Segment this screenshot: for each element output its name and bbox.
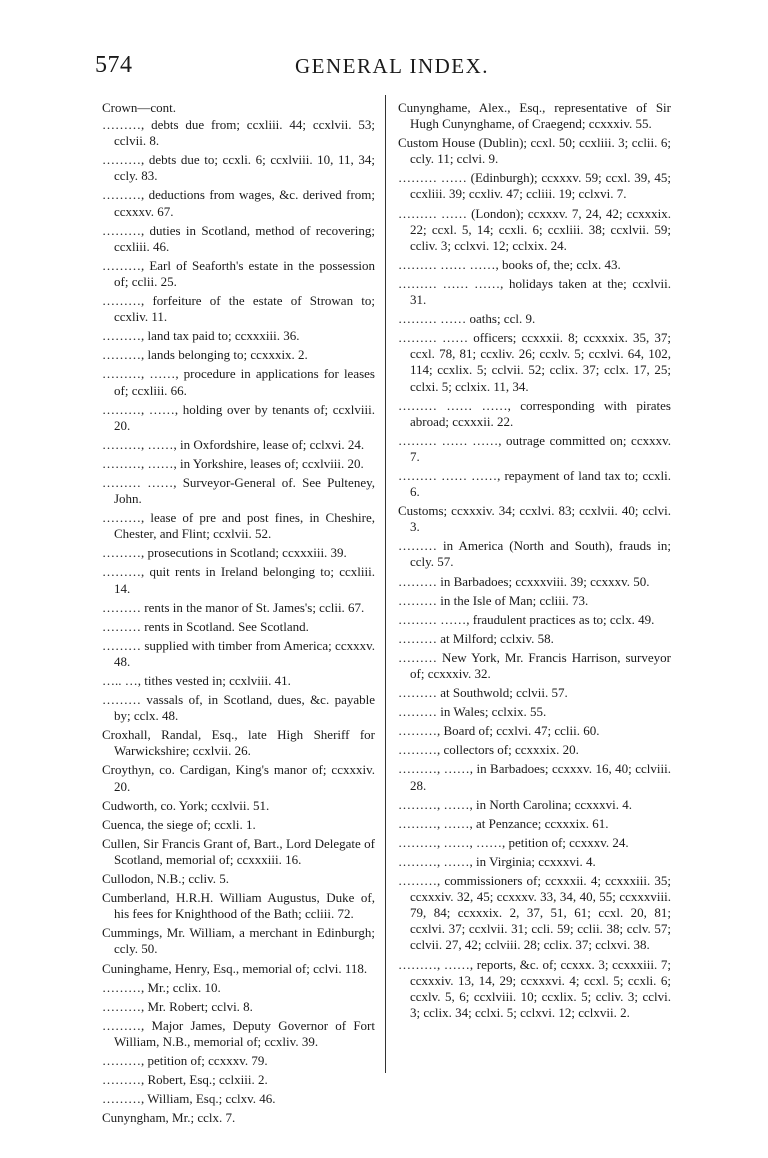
index-entry: ………, debts due from; ccxliii. 44; ccxlvii. 53; cclvii. 8.	[102, 117, 375, 149]
index-entry: ………, commissioners of; ccxxxii. 4; ccxxxiii. 35; ccxxxiv. 32, 45; ccxxxv. 33, 34, 40, 55; ccxxxviii. 79, 84; ccxxxix. 2, 37, 51, 61; ccxl. 20, 81; ccxlvi. 37; ccxlvii. 31; ccli. 59; cclii. 38; cclv. 57; cclvii. 27, 42; cclviii. 28; cclix. 37; cclxvi. 38.	[398, 873, 671, 953]
index-entry: ………, petition of; ccxxxv. 79.	[102, 1052, 268, 1068]
index-entry: ………, land tax paid to; ccxxxiii. 36.	[102, 328, 300, 344]
index-entry: Customs; ccxxxiv. 34; ccxlvi. 83; ccxlvii. 40; cclvi. 3.	[398, 503, 671, 535]
index-entry: ………, ……, at Penzance; ccxxxix. 61.	[398, 815, 609, 831]
column-divider	[385, 95, 386, 1073]
index-entry: ………, ……, in Virginia; ccxxxvi. 4.	[398, 853, 596, 869]
index-entry: ………, ……, ……, petition of; ccxxxv. 24.	[398, 834, 629, 850]
index-entry: ………, Mr. Robert; cclvi. 8.	[102, 998, 253, 1014]
index-entry: Croythyn, co. Cardigan, King's manor of; ccxxxiv. 20.	[102, 762, 375, 794]
index-entry: ……… …… ……, holidays taken at the; ccxlvii. 31.	[398, 275, 671, 308]
index-entry: ……… vassals of, in Scotland, dues, &c. payable by; cclx. 48.	[102, 692, 375, 724]
index-entry: ………, collectors of; ccxxxix. 20.	[398, 742, 579, 758]
index-entry: ………, William, Esq.; cclxv. 46.	[102, 1091, 276, 1107]
index-entry: ………, ……, in Barbadoes; ccxxxv. 16, 40; cclviii. 28.	[398, 761, 671, 793]
index-entry: Cummings, Mr. William, a merchant in Edinburgh; ccly. 50.	[102, 925, 375, 957]
index-entry: Custom House (Dublin); ccxl. 50; ccxliii. 3; cclii. 6; ccly. 11; cclvi. 9.	[398, 135, 671, 167]
index-entry: ……… rents in the manor of St. James's; cclii. 67.	[102, 599, 365, 615]
index-column-right	[398, 100, 671, 1021]
index-entry: ……… rents in Scotland. See Scotland.	[102, 618, 309, 634]
index-entry: ………, Major James, Deputy Governor of Fort William, N.B., memorial of; ccxliv. 39.	[102, 1017, 375, 1049]
index-entry: Cuninghame, Henry, Esq., memorial of; cclvi. 118.	[102, 960, 368, 976]
index-entry: Cunynghame, Alex., Esq., representative of Sir Hugh Cunynghame, of Craegend; ccxxxiv. 55.	[398, 100, 671, 132]
index-entry: ………, ……, holding over by tenants of; ccxlviii. 20.	[102, 401, 375, 433]
index-entry: ……… at Milford; cclxiv. 58.	[398, 630, 554, 646]
index-entry: Cullodon, N.B.; ccliv. 5.	[102, 871, 229, 887]
index-entry: ……… …… oaths; ccl. 9.	[398, 311, 536, 327]
index-entry: ………, ……, in Oxfordshire, lease of; cclxvi. 24.	[102, 436, 365, 452]
page-number: 574	[95, 52, 133, 78]
index-entry: ……… …… (London); ccxxxv. 7, 24, 42; ccxxxix. 22; ccxl. 5, 14; ccxli. 6; ccxliii. 38; ccxlvii. 59; ccliv. 3; cclxvi. 12; cclxix. 24.	[398, 205, 671, 253]
index-entry: ……… ……, Surveyor-General of. See Pulteney, John.	[102, 474, 375, 507]
index-entry: Cudworth, co. York; ccxlvii. 51.	[102, 797, 270, 813]
index-entry: Cullen, Sir Francis Grant of, Bart., Lord Delegate of Scotland, memorial of; ccxxxiii. 16.	[102, 835, 375, 867]
index-entry: ……… …… ……, outrage committed on; ccxxxv. 7.	[398, 432, 671, 464]
index-entry: Cumberland, H.R.H. William Augustus, Duke of, his fees for Knighthood of the Bath; ccliii. 72.	[102, 890, 375, 922]
index-entry: ………, forfeiture of the estate of Strowan to; ccxliv. 11.	[102, 293, 375, 325]
index-entry: ………, debts due to; ccxli. 6; ccxlviii. 10, 11, 34; ccly. 83.	[102, 152, 375, 184]
index-entry: ……… at Southwold; cclvii. 57.	[398, 685, 568, 701]
index-entry: ………, ……, procedure in applications for leases of; ccxliii. 66.	[102, 366, 375, 398]
index-entry: ………, ……, reports, &c. of; ccxxx. 3; ccxxxiii. 7; ccxxxiv. 13, 14, 29; ccxxxvi. 4; ccxl. 5; ccxli. 6; ccxlv. 5, 6; ccxlviii. 10; ccxlix. 5; ccliv. 3; cclvi. 3; cclix. 34; cclxi. 5; cclxvi. 12; cclxvii. 2.	[398, 956, 671, 1020]
index-column-left	[102, 100, 375, 1126]
index-entry: ……… …… officers; ccxxxii. 8; ccxxxix. 35, 37; ccxl. 78, 81; ccxliv. 26; ccxlv. 5; ccxlvi. 64, 102, 114; ccxlix. 5; cclvii. 52; cclix. 37; cclx. 17, 25; cclxi. 5; cclxix. 11, 34.	[398, 330, 671, 394]
index-entry: ………, duties in Scotland, method of recovering; ccxliii. 46.	[102, 222, 375, 254]
index-entry: ……… in Barbadoes; ccxxxviii. 39; ccxxxv. 50.	[398, 573, 650, 589]
index-entry: ……… New York, Mr. Francis Harrison, surveyor of; ccxxxiv. 32.	[398, 649, 671, 681]
index-entry: Cunyngham, Mr.; cclx. 7.	[102, 1110, 236, 1126]
index-entry: ………, Board of; ccxlvi. 47; cclii. 60.	[398, 723, 600, 739]
index-entry: ………, lease of pre and post fines, in Cheshire, Chester, and Flint; ccxlvii. 52.	[102, 510, 375, 542]
index-entry: ……… …… ……, corresponding with pirates abroad; ccxxxii. 22.	[398, 397, 671, 429]
index-entry: ………, prosecutions in Scotland; ccxxxiii. 39.	[102, 545, 347, 561]
index-entry: ……… in the Isle of Man; ccliii. 73.	[398, 592, 589, 608]
index-entry: ……… supplied with timber from America; ccxxxv. 48.	[102, 637, 375, 669]
index-entry: ….. …, tithes vested in; ccxlviii. 41.	[102, 673, 291, 688]
index-entry: ……… …… ……, books of, the; cclx. 43.	[398, 256, 621, 272]
index-entry: Crown—cont.	[102, 100, 177, 115]
index-entry: ……… in America (North and South), frauds in; ccly. 57.	[398, 538, 671, 570]
index-entry: Croxhall, Randal, Esq., late High Sheriff for Warwickshire; ccxlvii. 26.	[102, 727, 375, 759]
page-title: GENERAL INDEX.	[295, 54, 490, 78]
page-header	[95, 52, 675, 82]
index-entry: ………, ……, in North Carolina; ccxxxvi. 4.	[398, 796, 632, 812]
index-entry: ……… …… (Edinburgh); ccxxxv. 59; ccxl. 39, 45; ccxliii. 39; ccxliv. 47; ccliii. 19; cclxvi. 7.	[398, 170, 671, 202]
index-entry: ………, Earl of Seaforth's estate in the possession of; cclii. 25.	[102, 257, 375, 289]
index-entry: ……… …… ……, repayment of land tax to; ccxli. 6.	[398, 467, 671, 500]
index-entry: ………, Robert, Esq.; cclxiii. 2.	[102, 1072, 268, 1088]
index-entry: ………, Mr.; cclix. 10.	[102, 979, 221, 995]
index-entry: ………, deductions from wages, &c. derived from; ccxxxv. 67.	[102, 187, 375, 219]
index-entry: ………, lands belonging to; ccxxxix. 2.	[102, 347, 308, 363]
index-entry: ……… ……, fraudulent practices as to; cclx. 49.	[398, 611, 655, 627]
index-entry: ………, quit rents in Ireland belonging to; ccxliii. 14.	[102, 564, 375, 596]
index-entry: ………, ……, in Yorkshire, leases of; ccxlviii. 20.	[102, 455, 364, 471]
index-entry: Cuenca, the siege of; ccxli. 1.	[102, 816, 256, 832]
index-entry: ……… in Wales; cclxix. 55.	[398, 704, 547, 720]
